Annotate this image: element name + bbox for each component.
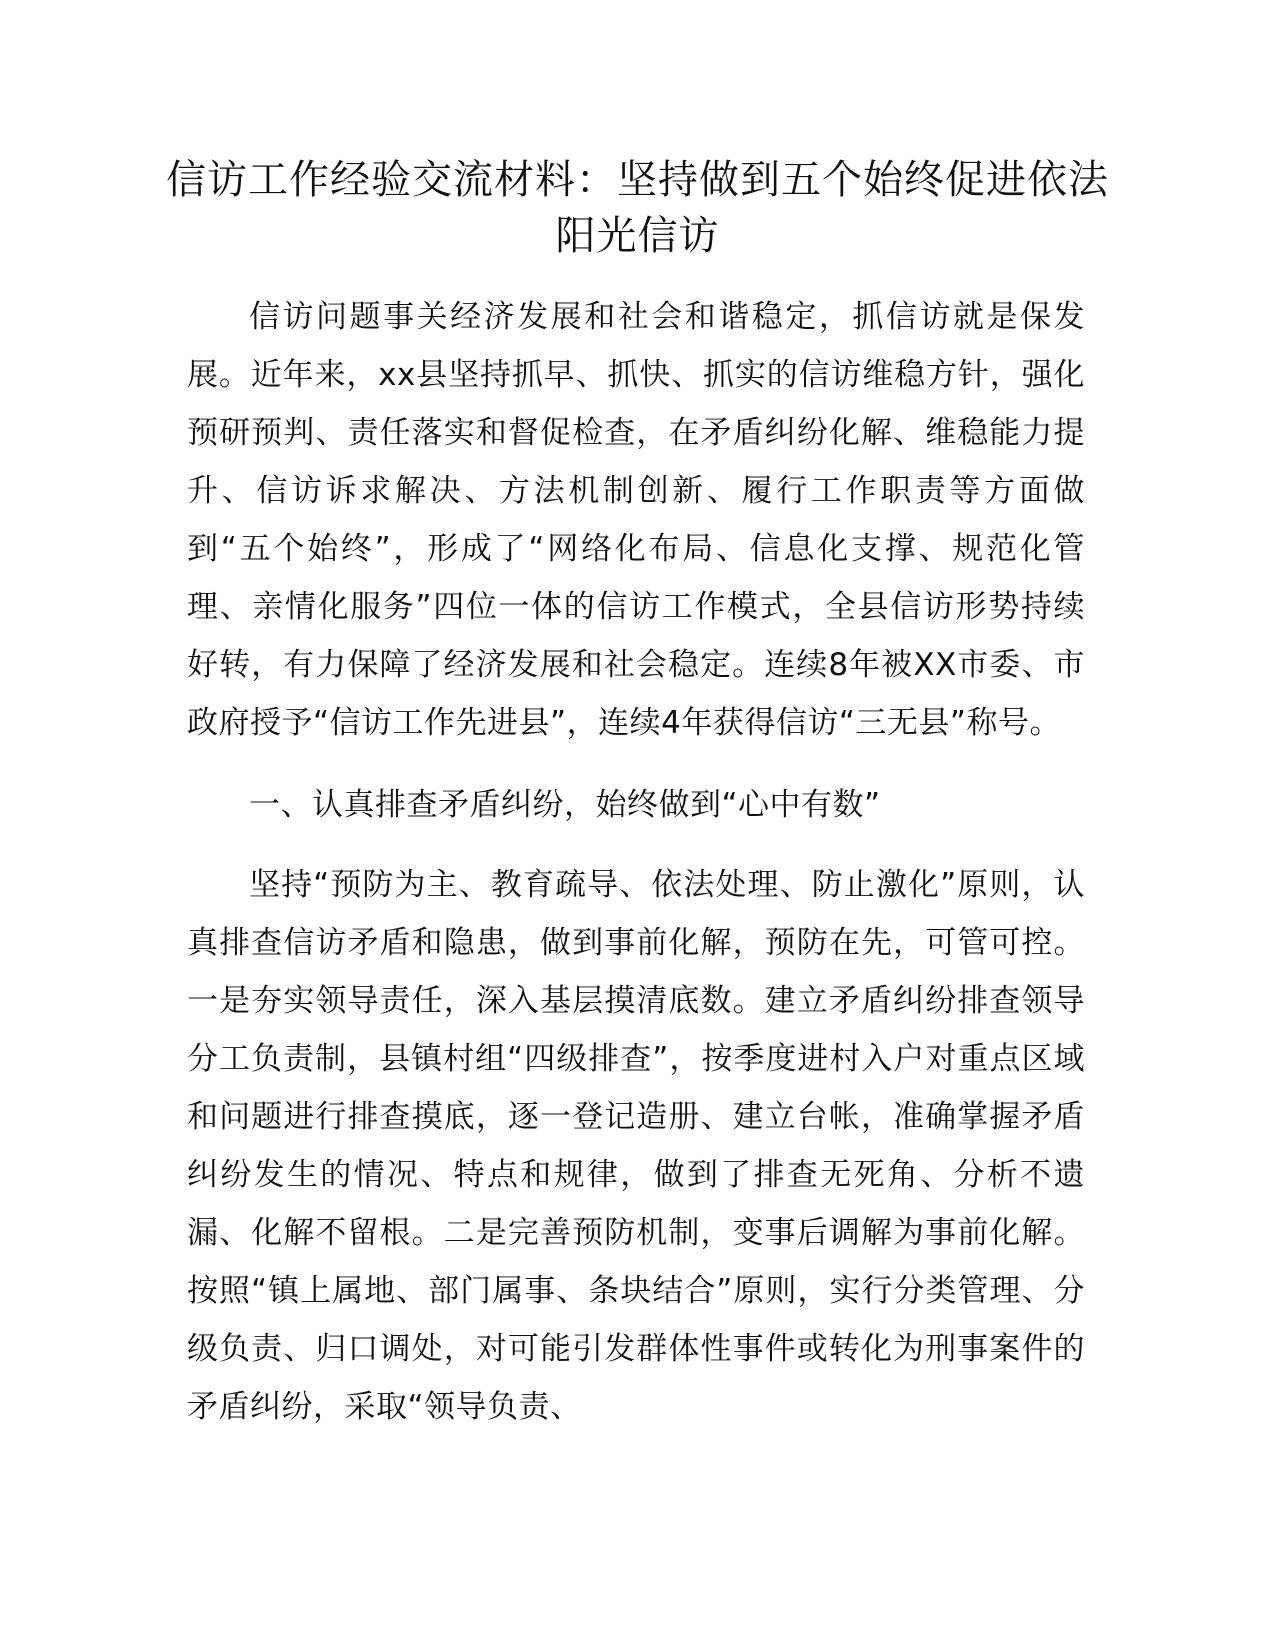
document-body xyxy=(187,288,1085,1436)
section-heading: 一、认真排查矛盾纠纷，始终做到“心中有数” xyxy=(249,787,881,823)
intro-paragraph: 信访问题事关经济发展和社会和谐稳定，抓信访就是保发展。近年来，xx县坚持抓早、抓快、抓实的信访维稳方针，强化预研预判、责任落实和督促检查，在矛盾纠纷化解、维稳能力提升、信访诉求解决、方法机制创新、履行工作职责等方面做到“五个始终”，形成了“网络化布局、信息化支撑、规范化管理、亲情化服务”四位一体的信访工作模式，全县信访形势持续好转，有力保障了经济发展和社会稳定。连续8年被XX市委、市政府授予“信访工作先进县”，连续4年获得信访“三无县”称号。 xyxy=(187,299,1085,741)
document-title: 信访工作经验交流材料：坚持做到五个始终促进依法阳光信访 xyxy=(166,157,1109,259)
section-paragraph: 坚持“预防为主、教育疏导、依法处理、防止激化”原则，认真排查信访矛盾和隐患，做到事前化解，预防在先，可管可控。一是夯实领导责任，深入基层摸清底数。建立矛盾纠纷排查领导分工负责制，县镇村组“四级排查”，按季度进村入户对重点区域和问题进行排查摸底，逐一登记造册、建立台帐，准确掌握矛盾纠纷发生的情况、特点和规律，做到了排查无死角、分析不遗漏、化解不留根。二是完善预防机制，变事后调解为事前化解。按照“镇上属地、部门属事、条块结合”原则，实行分类管理、分级负责、归口调处，对可能引发群体性事件或转化为刑事案件的矛盾纠纷，采取“领导负责、 xyxy=(187,867,1085,1425)
